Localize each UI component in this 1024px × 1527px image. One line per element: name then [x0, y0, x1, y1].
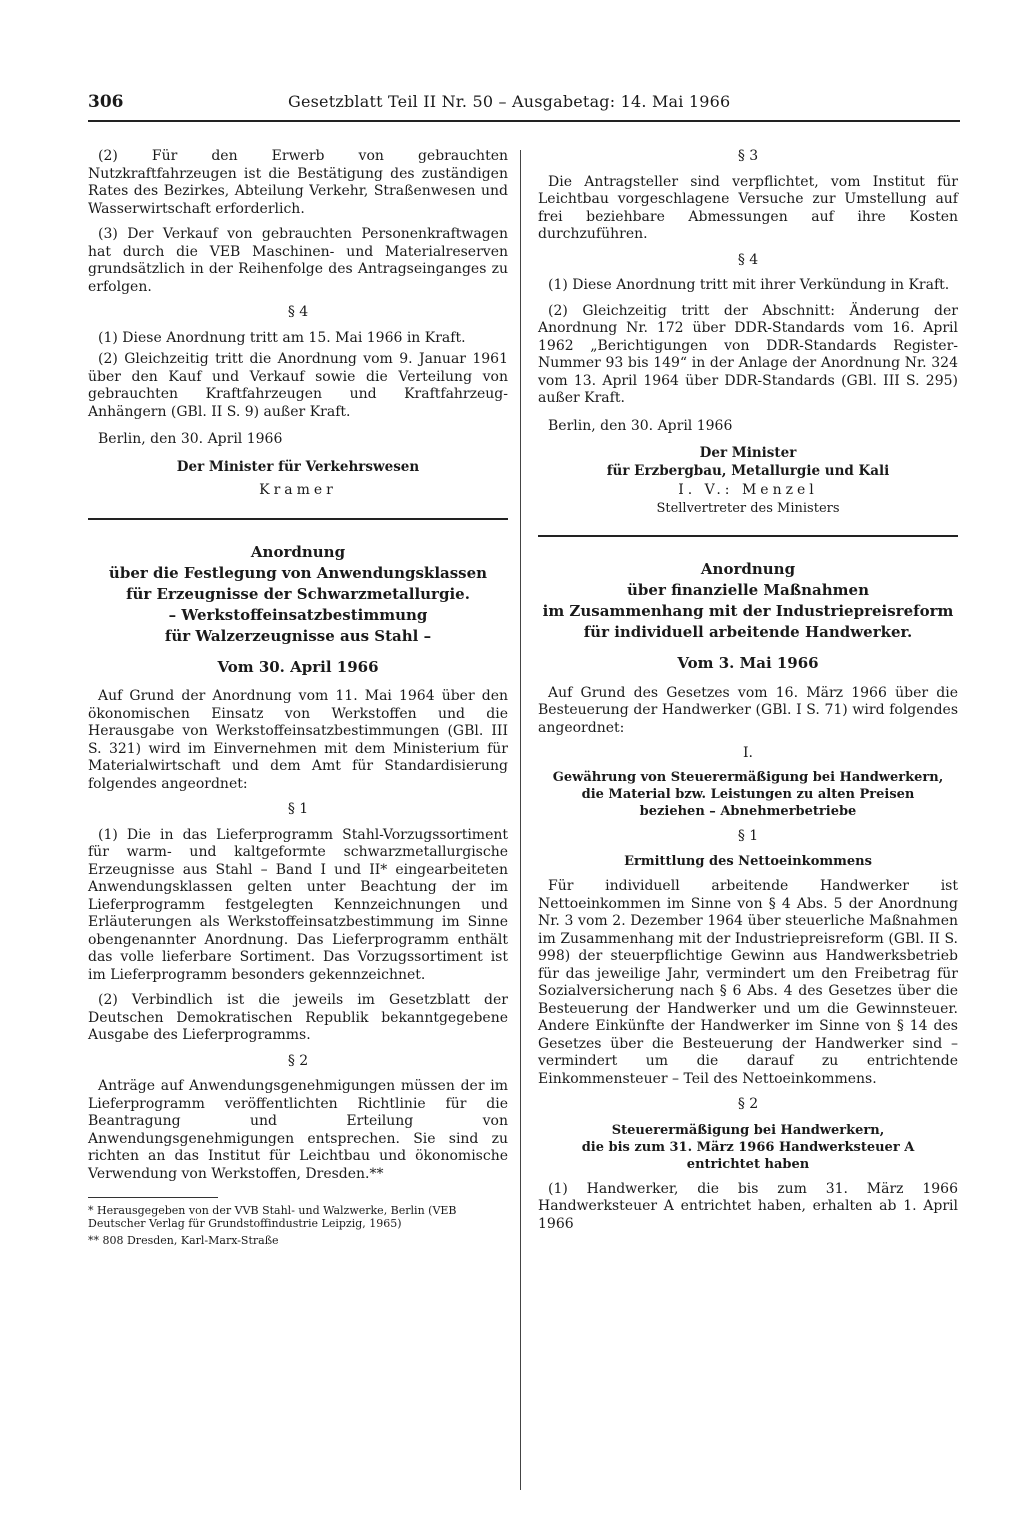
- subheading-line: beziehen – Abnehmerbetriebe: [639, 803, 857, 819]
- gazette-title: Gesetzblatt Teil II Nr. 50 – Ausgabetag: 14. Mai 1966: [288, 92, 731, 111]
- paragraph-verkuendung: (1) Diese Anordnung tritt mit ihrer Verkündung in Kraft.: [548, 277, 950, 293]
- paragraph-nettoeinkommen: Für individuell arbeitende Handwerker ist Nettoeinkommen im Sinne von § 4 Abs. 5 der Anordnung Nr. 3 vom 2. Dezember 1964 über steuerliche Maßnahmen im Zusammenhang mit der Industriepreisreform (GBl. II S. 998) der steuerpflichtige Gewinn aus Handwerksbetrieb für das jeweilige Jahr, vermindert um den Freibetrag für Sozialversicherung nach § 6 Abs. 4 des Gesetzes über die Besteuerung der Handwerker und um die Gewinnsteuer. Andere Einkünfte der Handwerker im Sinne von § 14 des Gesetzes über die Besteuerung der Handwerker sind – vermindert um die darauf zu entrichtende Einkommensteuer – Teil des Nettoeinkommens.: [538, 878, 958, 1087]
- footnote: ** 808 Dresden, Karl-Marx-Straße: [88, 1234, 279, 1247]
- left-column: [88, 148, 508, 1251]
- paragraph-verkauf: (3) Der Verkauf von gebrauchten Personenkraftwagen hat durch die VEB Maschinen- und Materialreserven grundsätzlich in der Reihenfolge des Antragseinganges zu erfolgen.: [88, 226, 508, 295]
- section-heading-1: § 1: [737, 827, 759, 844]
- subheading-line: die Material bzw. Leistungen zu alten Preisen: [581, 786, 915, 802]
- column-divider: [520, 150, 521, 1490]
- signature-subtitle: Stellvertreter des Ministers: [656, 500, 840, 516]
- paragraph-intro: Auf Grund des Gesetzes vom 16. März 1966 über die Besteuerung der Handwerker (GBl. I S. 71) wird folgendes angeordnet:: [538, 684, 958, 736]
- ordinance-title-line: – Werkstoffeinsatzbestimmung: [168, 605, 428, 624]
- footnote: * Herausgegeben von der VVB Stahl- und Walzwerke, Berlin (VEB Deutscher Verlag für Grundstoffindustrie Leipzig, 1965): [88, 1204, 457, 1230]
- paragraph-intro: Auf Grund der Anordnung vom 11. Mai 1964 über den ökonomischen Einsatz von Werkstoffen und die Herausgabe von Werkstoffeinsatzbestimmungen (GBl. III S. 321) wird im Einvernehmen mit dem Ministerium für Materialwirtschaft und dem Amt für Standardisierung folgendes angeordnet:: [88, 688, 508, 792]
- footnote-rule: [88, 1197, 218, 1198]
- signature-name: I. V.: Menzel: [678, 482, 818, 498]
- paragraph-abschnitt: (2) Gleichzeitig tritt der Abschnitt: Änderung der Anordnung Nr. 172 über DDR-Standards vom 16. April 1962 „Berichtigungen von DDR-Standards Register-Nummer 93 bis 149“ in der Anlage der Anordnung Nr. 324 vom 13. April 1964 über DDR-Standards (GBl. III S. 295) außer Kraft.: [538, 302, 958, 406]
- page-number: 306: [88, 92, 124, 112]
- ordinance-title-line: über finanzielle Maßnahmen: [627, 581, 869, 599]
- subheading-line: Gewährung von Steuerermäßigung bei Handwerkern,: [552, 769, 944, 785]
- ordinance-title-line: für Walzerzeugnisse aus Stahl –: [164, 626, 432, 645]
- city-date: Berlin, den 30. April 1966: [98, 431, 283, 447]
- paragraph-antragsteller: Die Antragsteller sind verpflichtet, vom Institut für Leichtbau vorgeschlagene Versuche zur Umstellung auf frei beziehbare Abmessungen auf ihre Kosten durchzuführen.: [538, 173, 958, 242]
- section-heading-2: § 2: [287, 1052, 309, 1069]
- paragraph-antraege: Anträge auf Anwendungsgenehmigungen müssen der im Lieferprogramm veröffentlichten Richtlinie für die Beantragung und Erteilung von Anwendungsgenehmigungen entsprechen. Sie sind zu richten an das Institut für Leichtbau und ökonomische Verwendung von Werkstoffen, Dresden.**: [88, 1078, 508, 1182]
- subheading-line: Steuerermäßigung bei Handwerkern,: [611, 1122, 885, 1138]
- signature-title: für Erzbergbau, Metallurgie und Kali: [606, 462, 890, 479]
- paragraph-inkrafttreten: (1) Diese Anordnung tritt am 15. Mai 1966 in Kraft.: [98, 329, 466, 346]
- part-number: I.: [743, 745, 753, 761]
- ordinance-title-line: für individuell arbeitende Handwerker.: [583, 623, 913, 641]
- ordinance-title-line: Anordnung: [700, 560, 796, 578]
- signature-title: Der Minister: [699, 445, 797, 461]
- paragraph-handwerker: (1) Handwerker, die bis zum 31. März 1966 Handwerksteuer A entrichtet haben, erhalten ab 1. April 1966: [538, 1180, 958, 1232]
- city-date: Berlin, den 30. April 1966: [548, 417, 733, 434]
- subheading-line: entrichtet haben: [686, 1156, 810, 1172]
- signature-name: Kramer: [259, 482, 337, 498]
- page-header: [88, 88, 960, 122]
- paragraph-ausserkraft: (2) Gleichzeitig tritt die Anordnung vom 9. Januar 1961 über den Kauf und Verkauf sowie die Verteilung von gebrauchten Kraftfahrzeugen und Kraftfahrzeug-Anhängern (GBl. II S. 9) außer Kraft.: [88, 351, 508, 420]
- ordinance-date: Vom 30. April 1966: [217, 657, 379, 676]
- ordinance-title-line: für Erzeugnisse der Schwarzmetallurgie.: [126, 584, 470, 603]
- section-heading-3: § 3: [737, 148, 759, 164]
- section-heading-1: § 1: [287, 801, 309, 817]
- section-heading-2: § 2: [737, 1096, 759, 1112]
- signature-title: Der Minister für Verkehrswesen: [176, 458, 420, 475]
- ordinance-title-line: Anordnung: [250, 542, 346, 561]
- paragraph-verbindlich: (2) Verbindlich ist die jeweils im Gesetzblatt der Deutschen Demokratischen Republik bekanntgegebene Ausgabe des Lieferprogramms.: [88, 992, 508, 1043]
- section-rule: [538, 535, 958, 537]
- ordinance-date: Vom 3. Mai 1966: [677, 654, 819, 672]
- paragraph-erwerb: (2) Für den Erwerb von gebrauchten Nutzkraftfahrzeugen ist die Bestätigung des zuständigen Rates des Bezirkes, Abteilung Verkehr, Straßenwesen und Wasserwirtschaft erforderlich.: [88, 148, 508, 217]
- section-rule: [88, 518, 508, 520]
- ordinance-title-line: über die Festlegung von Anwendungsklassen: [108, 563, 488, 582]
- ordinance-title-line: im Zusammenhang mit der Industriepreisreform: [542, 602, 954, 620]
- paragraph-lieferprogramm: (1) Die in das Lieferprogramm Stahl-Vorzugssortiment für warm- und kaltgeformte schwarzmetallurgische Erzeugnisse aus Stahl – Band I und II* eingearbeiteten Anwendungsklassen gelten unter Beachtung der im Lieferprogramm festgelegten Kennzeichnungen und Erläuterungen als Werkstoffeinsatzbestimmung im Sinne obengenannter Anordnung. Das Lieferprogramm enthält das volle lieferbare Sortiment. Das Vorzugssortiment ist im Lieferprogramm besonders gekennzeichnet.: [88, 826, 508, 983]
- section-heading-4: § 4: [287, 304, 309, 320]
- subheading-line: die bis zum 31. März 1966 Handwerksteuer A: [581, 1139, 915, 1155]
- section-heading-4: § 4: [737, 251, 759, 268]
- subheading: Ermittlung des Nettoeinkommens: [624, 854, 872, 869]
- right-column: [538, 148, 958, 1241]
